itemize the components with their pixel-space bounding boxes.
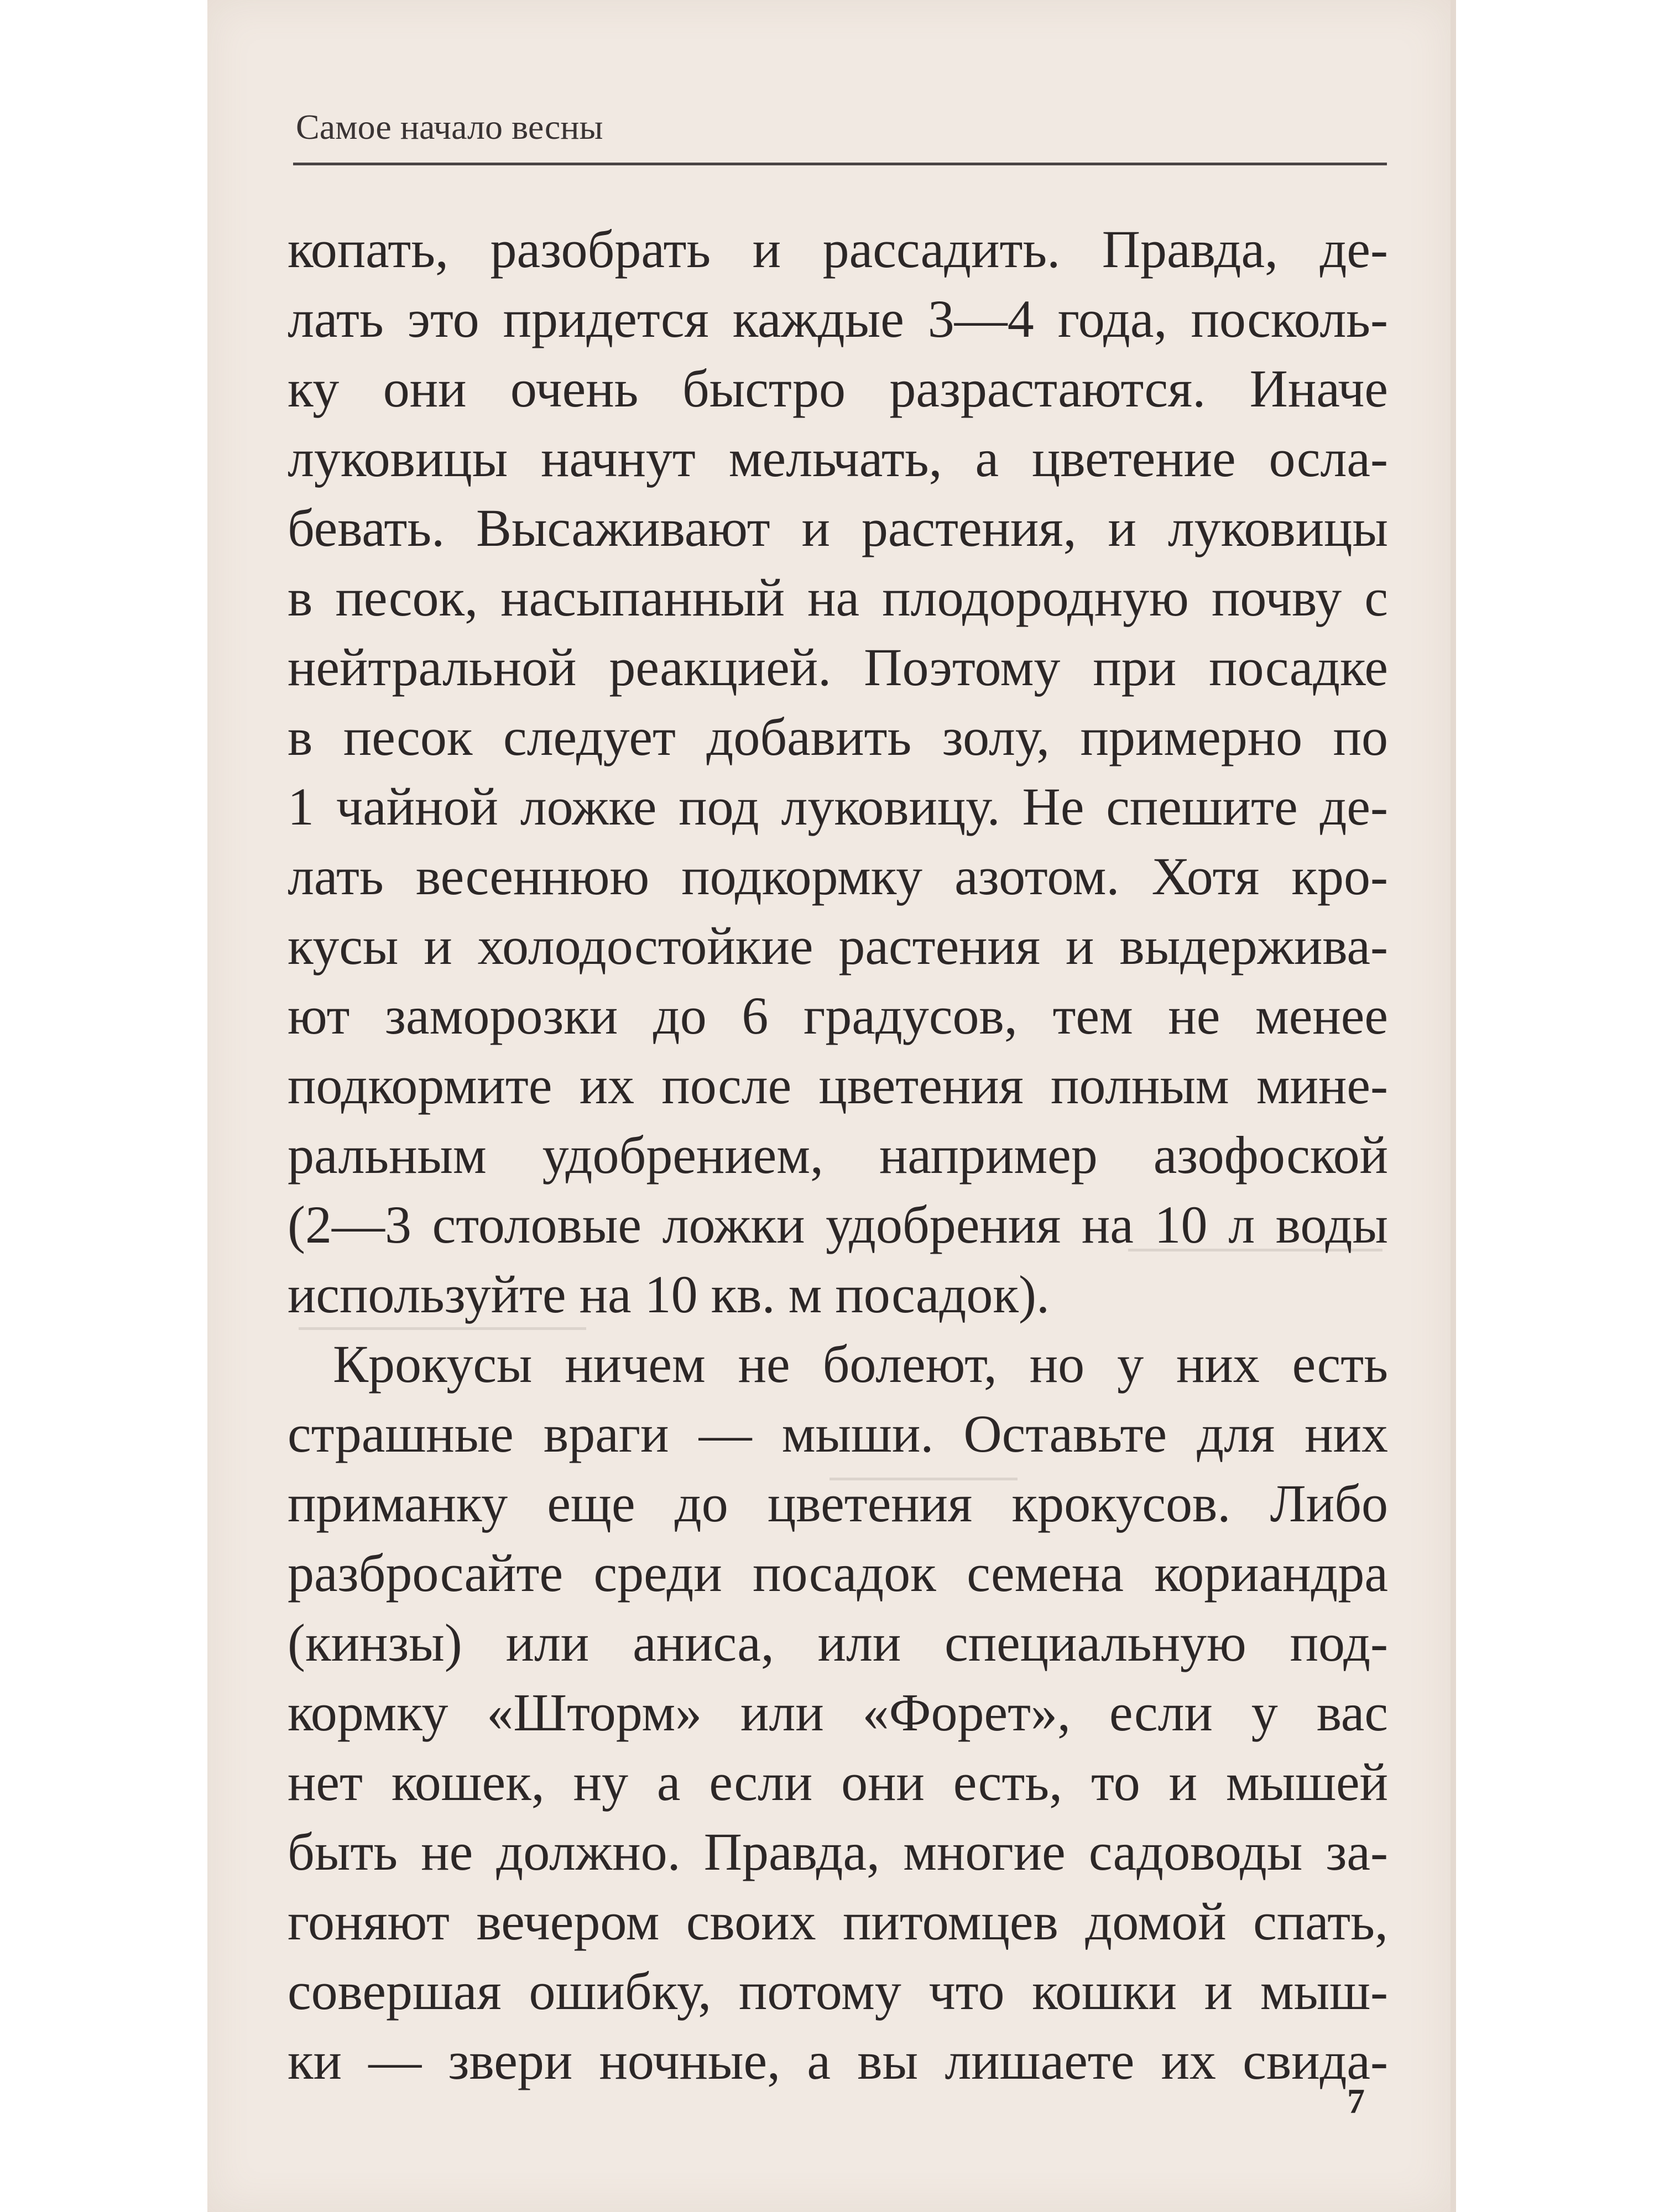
- page-edge: [1451, 0, 1456, 2212]
- text-line: (2—3 столовые ложки удобрения на 10 л воды: [288, 1195, 1388, 1254]
- text-line: нейтральной реакцией. Поэтому при посадке: [288, 638, 1388, 697]
- text-line: быть не должно. Правда, многие садоводы за-: [288, 1822, 1388, 1881]
- text-line: приманку еще до цветения крокусов. Либо: [288, 1474, 1388, 1533]
- text-line: гоняют вечером своих питомцев домой спать,: [288, 1892, 1388, 1951]
- paragraph: [288, 215, 1388, 1329]
- text-line: совершая ошибку, потому что кошки и мыш-: [288, 1961, 1388, 2021]
- page-number: 7: [1347, 2081, 1365, 2121]
- body-text: [288, 215, 1388, 2096]
- text-line: разбросайте среди посадок семена кориандра: [288, 1543, 1388, 1603]
- text-line: страшные враги — мыши. Оставьте для них: [288, 1404, 1388, 1463]
- text-line: копать, разобрать и рассадить. Правда, де-: [288, 220, 1388, 279]
- text-line: лать весеннюю подкормку азотом. Хотя кро-: [288, 847, 1388, 906]
- text-line: нет кошек, ну а если они есть, то и мышей: [288, 1752, 1388, 1812]
- text-line: (кинзы) или аниса, или специальную под-: [288, 1613, 1388, 1672]
- text-line: Крокусы ничем не болеют, но у них есть: [333, 1334, 1388, 1394]
- running-head: Самое начало весны: [296, 107, 603, 147]
- text-line: ки — звери ночные, а вы лишаете их свида-: [288, 2031, 1388, 2090]
- text-line: бевать. Высаживают и растения, и луковицы: [288, 498, 1388, 557]
- header-rule: [293, 163, 1387, 165]
- text-line: луковицы начнут мельчать, а цветение осла-: [288, 429, 1388, 488]
- text-line: подкормите их после цветения полным мине-: [288, 1056, 1388, 1115]
- text-line: 1 чайной ложке под луковицу. Не спешите де-: [288, 777, 1388, 836]
- text-line: кусы и холодостойкие растения и выдержива-: [288, 916, 1388, 975]
- text-line: ку они очень быстро разрастаются. Иначе: [288, 359, 1388, 418]
- text-line: лать это придется каждые 3—4 года, посколь-: [288, 289, 1388, 348]
- paragraph: [288, 1329, 1388, 2096]
- text-line: ральным удобрением, например азофоской: [288, 1125, 1388, 1185]
- text-line: в песок следует добавить золу, примерно по: [288, 707, 1388, 766]
- text-line: кормку «Шторм» или «Форет», если у вас: [288, 1683, 1388, 1742]
- text-line: используйте на 10 кв. м посадок).: [288, 1265, 1050, 1324]
- text-line: в песок, насыпанный на плодородную почву с: [288, 568, 1388, 627]
- text-line: ют заморозки до 6 градусов, тем не менее: [288, 986, 1388, 1045]
